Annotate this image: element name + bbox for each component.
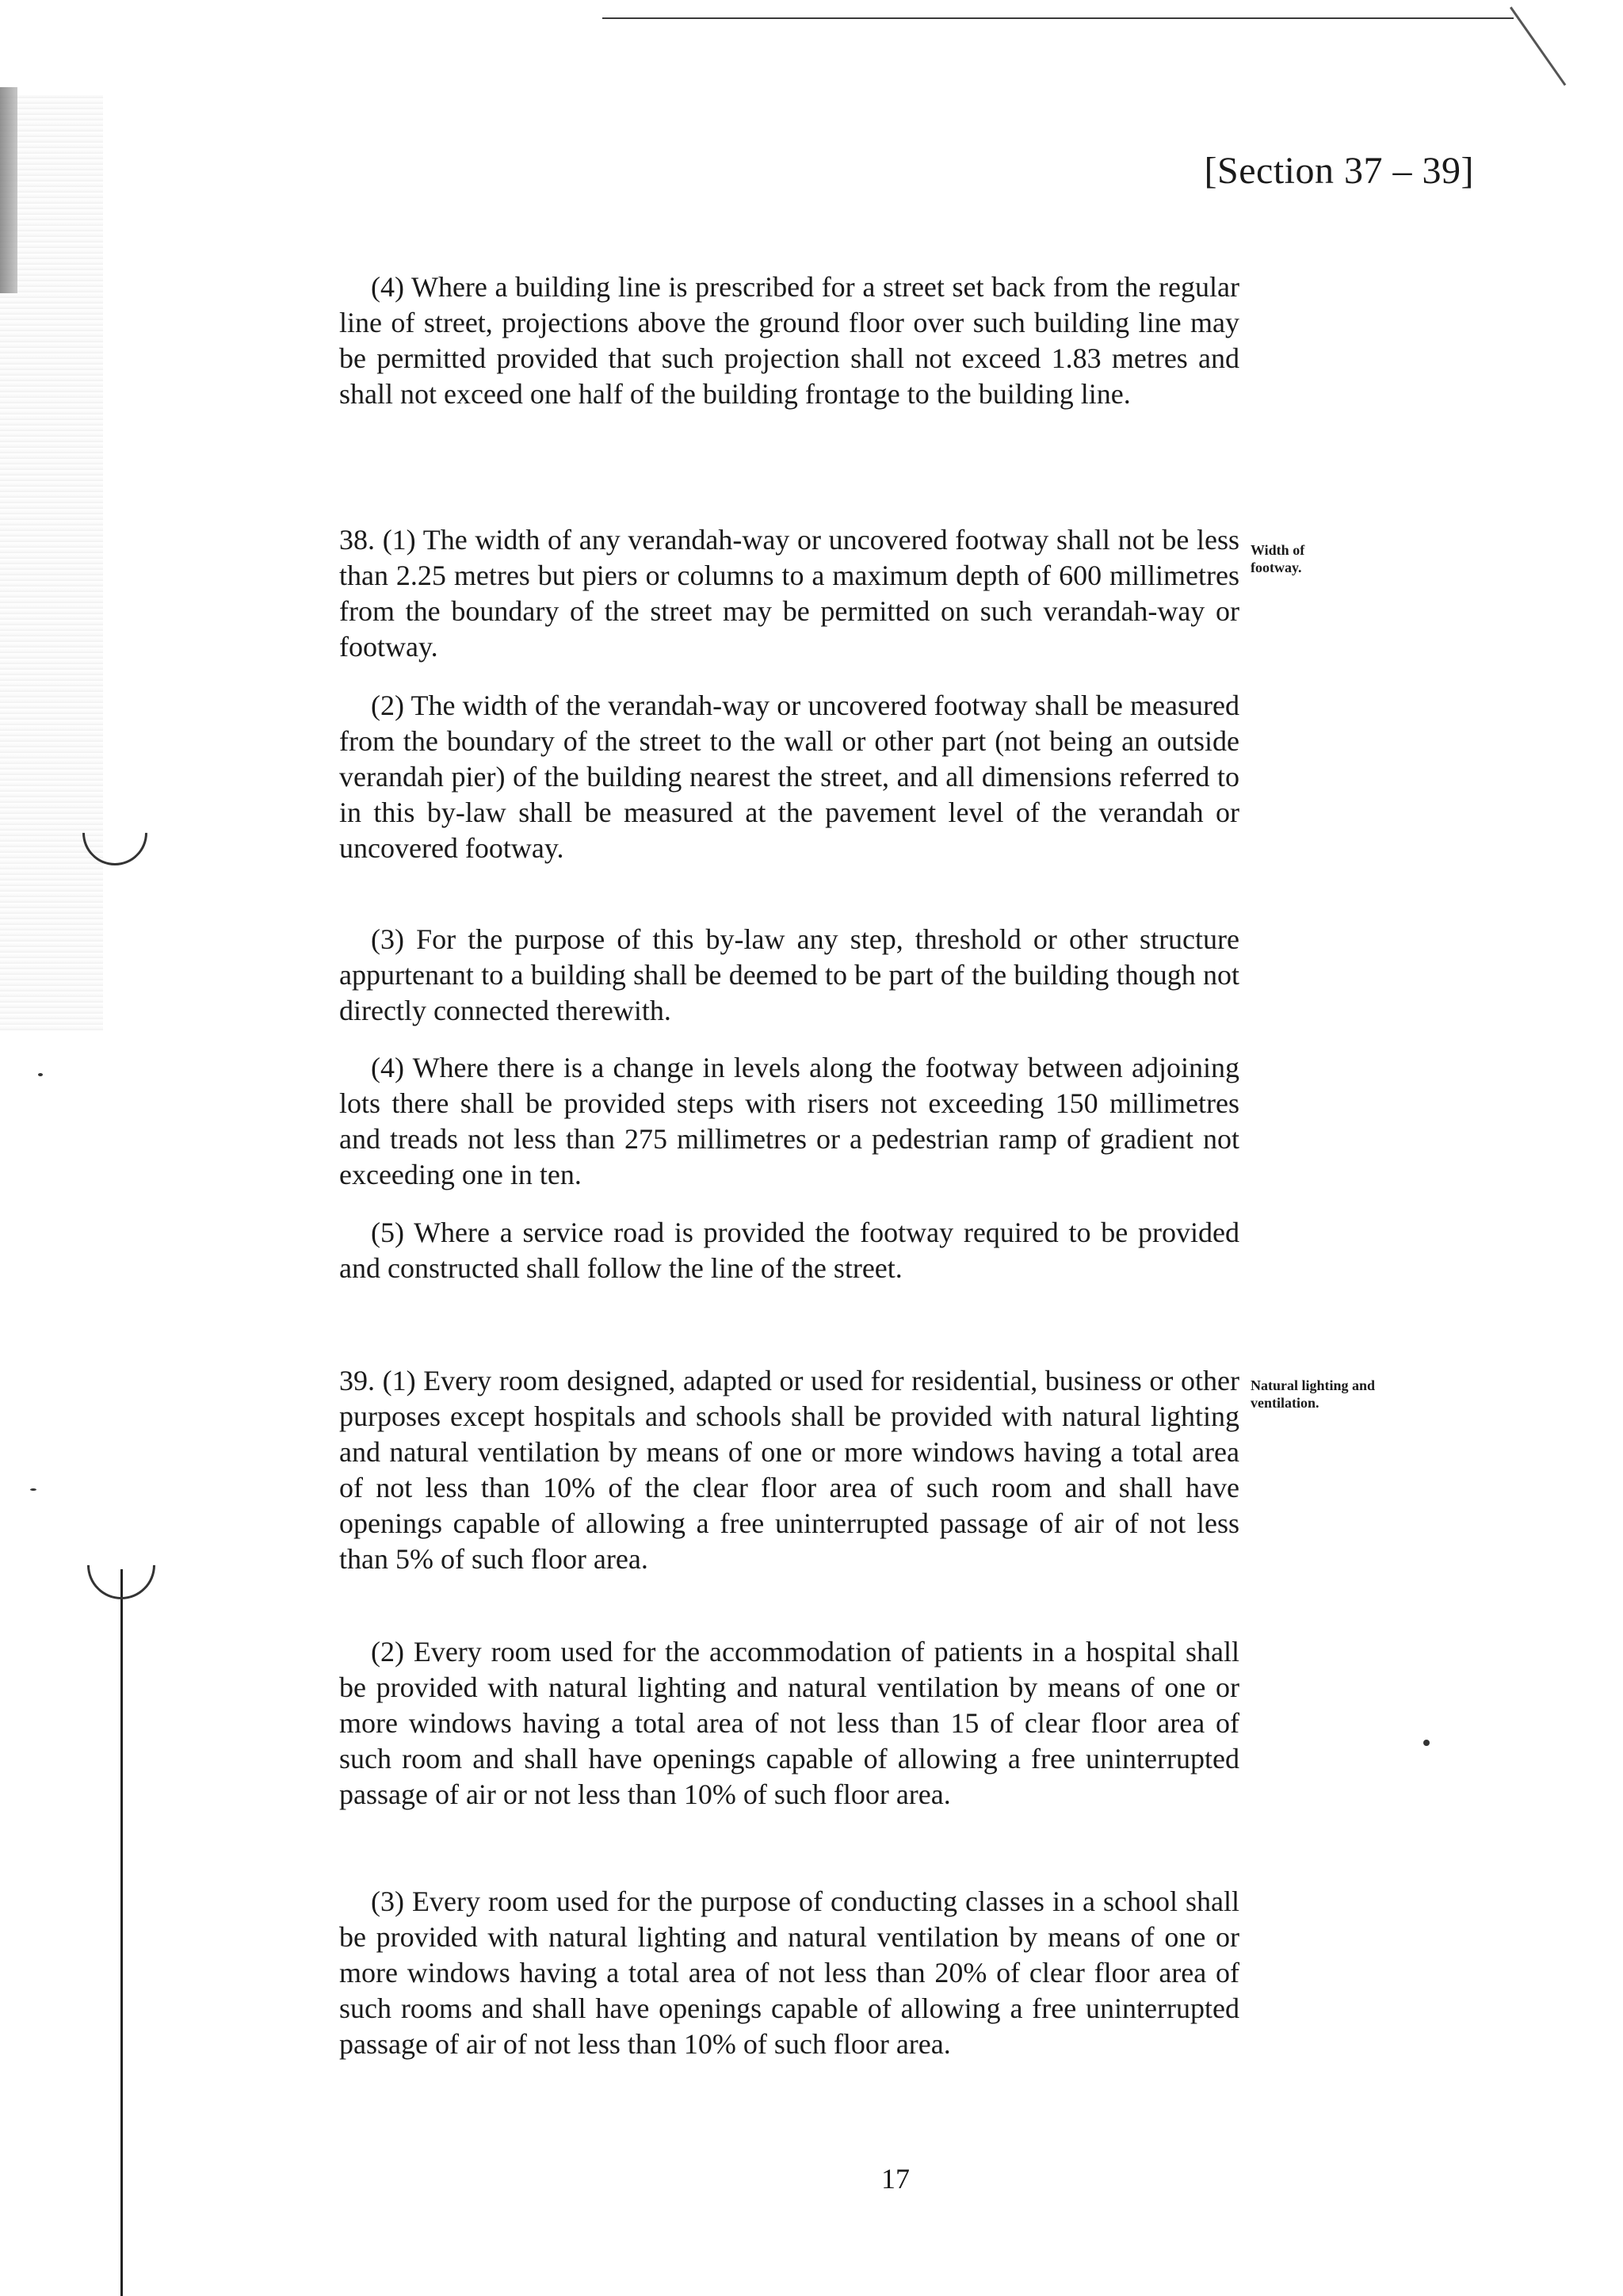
paragraph-39-1: 39. (1) Every room designed, adapted or used for residential, business or other purposes except hospitals and schools shall be provided with natural lighting and natural ventilation by means of one or more windows having a total area of not less than 10% of the clear floor area of such room and shall have openings capable of allowing a free uninterrupted passage of air of not less than 5% of such floor area.	[339, 1365, 1239, 1575]
top-corner-fold	[1510, 6, 1566, 86]
top-scan-line	[602, 17, 1514, 19]
paragraph-38-4: (4) Where there is a change in levels along the footway between adjoining lots there shall be provided steps with risers not exceeding 150 millimetres and treads not less than 275 millimetres or a pedestrian ramp of gradient not exceeding one in ten.	[339, 1052, 1239, 1190]
speck	[38, 1073, 43, 1076]
margin-note-width-of-footway: Width of footway.	[1251, 542, 1305, 575]
paragraph-39-2: (2) Every room used for the accommodation of patients in a hospital shall be provided with natural lighting and natural ventilation by means of one or more windows having a total area of not less than 15 of clear floor area of such room and shall have openings capable of allowing a free uninterrupted passage of air or not less than 10% of such floor area.	[339, 1636, 1239, 1810]
paragraph-38-1: 38. (1) The width of any verandah-way or uncovered footway shall not be less than 2.25 metres but piers or columns to a maximum depth of 600 millimetres from the boundary of the street may be permitted on such verandah-way or footway.	[339, 524, 1239, 663]
section-header: [Section 37 – 39]	[1204, 150, 1474, 192]
paragraph-38-2: (2) The width of the verandah-way or uncovered footway shall be measured from the boundary of the street to the wall or other part (not being an outside verandah pier) of the building nearest the street, and all dimensions referred to in this by-law shall be measured at the pavement level of the verandah or uncovered footway.	[339, 690, 1239, 864]
binding-line	[120, 1569, 123, 2296]
paragraph-39-3: (3) Every room used for the purpose of conducting classes in a school shall be provided with natural lighting and natural ventilation by means of one or more windows having a total area of not less than 20% of clear floor area of such rooms and shall have openings capable of allowing a free uninterrupted passage of air of not less than 10% of such floor area.	[339, 1885, 1239, 2060]
paragraph-37-4: (4) Where a building line is prescribed for a street set back from the regular line of street, projections above the ground floor over such building line may be permitted provided that such projection shall not exceed 1.83 metres and shall not exceed one half of the building frontage to the building line.	[339, 271, 1239, 410]
speck	[30, 1488, 36, 1491]
page-number: 17	[881, 2163, 910, 2195]
paragraph-38-3: (3) For the purpose of this by-law any step, threshold or other structure appurtenant to a building shall be deemed to be part of the building though not directly connected therewith.	[339, 923, 1239, 1026]
punch-hole-icon	[73, 1517, 170, 1614]
scan-dark-edge	[0, 87, 17, 293]
paragraph-38-5: (5) Where a service road is provided the footway required to be provided and constructed shall follow the line of the street.	[339, 1217, 1239, 1284]
margin-note-natural-lighting: Natural lighting and ventilation.	[1251, 1377, 1376, 1411]
speck	[1423, 1740, 1430, 1746]
